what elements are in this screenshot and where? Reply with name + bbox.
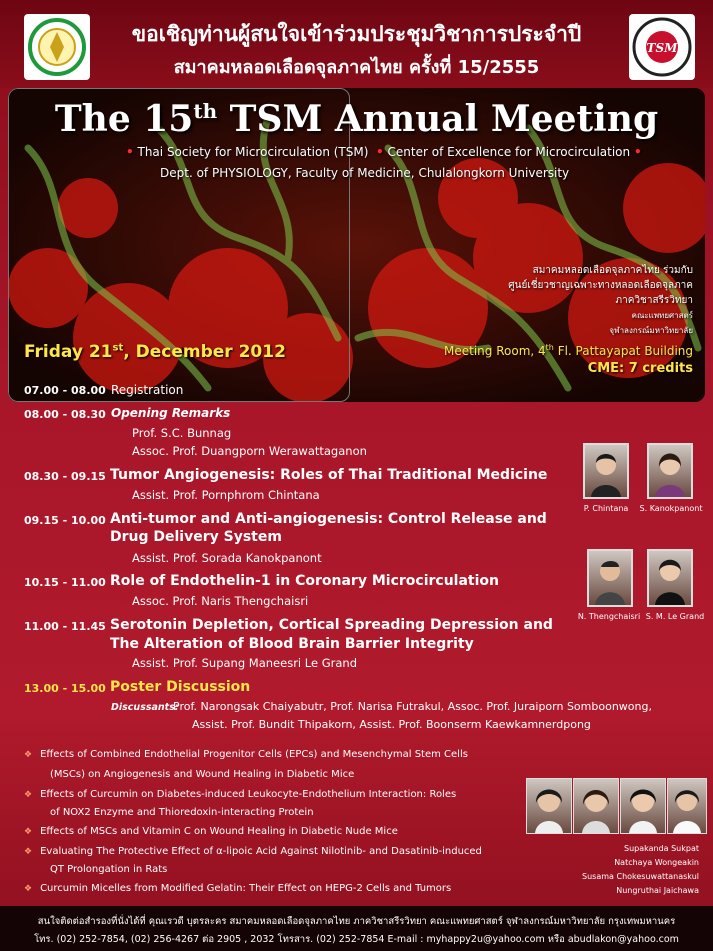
session-topic: Serotonin Depletion, Cortical Spreading Depression and (110, 617, 553, 633)
speaker-name: Assist. Prof. Supang Maneesri Le Grand (132, 656, 357, 670)
student-name: Natchaya Wongeakin (614, 858, 699, 867)
student-photo (573, 778, 619, 834)
speaker-name: Assoc. Prof. Naris Thengchaisri (132, 594, 309, 608)
speaker-photo (583, 443, 629, 499)
photo-caption: S. Kanokpanont (639, 504, 703, 513)
session-registration: Registration (111, 383, 184, 397)
department-line: Dept. of PHYSIOLOGY, Faculty of Medicine, Chulalongkorn University (160, 166, 570, 180)
invitation-title: ขอเชิญท่านผู้สนใจเข้าร่วมประชุมวิชาการประจำปี (131, 22, 582, 46)
abstract-item: ❖ Effects of Combined Endothelial Progenitor Cells (EPCs) and Mesenchymal Stem Cells (24, 749, 468, 760)
header-banner (0, 0, 713, 88)
abstract-item: ❖ Evaluating The Protective Effect of α-lipoic Acid Against Nilotinib- and Dasatinib-induced (24, 846, 482, 857)
student-photo (620, 778, 666, 834)
thai-host-credit: สมาคมหลอดเลือดจุลภาคไทย ร่วมกับ ศูนย์เชี่ยวชาญเฉพาะทางหลอดเลือดจุลภาค ภาควิชาสรีรวิทยา คณะแพทยศาสตร์ จุฬาลงกรณ์มหาวิทยาลัย (508, 265, 693, 335)
svg-text:TSM: TSM (646, 41, 678, 55)
organizers-line: • Thai Society for Microcirculation (TSM) • Center of Excellence for Microcirculation • (126, 145, 642, 159)
abstract-item: ❖ Curcumin Micelles from Modified Gelatin: Their Effect on HEPG-2 Cells and Tumors (24, 883, 452, 894)
meeting-room: Meeting Room, 4th Fl. Pattayapat Building (444, 343, 693, 358)
time-slot: 13.00 - 15.00 (24, 682, 106, 695)
photo-caption: N. Thengchaisri (577, 612, 641, 621)
photo-caption: S. M. Le Grand (645, 612, 705, 621)
photo-caption: P. Chintana (583, 504, 629, 513)
contact-line: สนใจติดต่อสำรองที่นั่งได้ที่ คุณเรวดี บุตรละคร สมาคมหลอดเลือดจุลภาคไทย ภาควิชาสรีรวิทยา คณะแพทยศาสตร์ จุฬาลงกรณ์มหาวิทยาลัย กรุงเทพมหานคร (37, 916, 676, 927)
session-topic-cont: The Alteration of Blood Brain Barrier Integrity (110, 636, 474, 652)
org-center-excellence: Center of Excellence for Microcirculation (387, 145, 631, 159)
abstract-item: ❖ Effects of Curcumin on Diabetes-induced Leukocyte-Endothelium Interaction: Roles (24, 789, 457, 800)
abstract-item: ❖ Effects of MSCs and Vitamin C on Wound Healing in Diabetic Nude Mice (24, 826, 398, 837)
session-topic: Role of Endothelin-1 in Coronary Microcirculation (110, 573, 499, 589)
speaker-name: Assist. Prof. Sorada Kanokpanont (132, 551, 322, 565)
session-topic: Anti-tumor and Anti-angiogenesis: Control Release and (110, 511, 547, 527)
session-poster-discussion: Poster Discussion (110, 679, 251, 695)
speaker-name: Assoc. Prof. Duangporn Werawattaganon (132, 444, 367, 458)
time-slot: 08.30 - 09.15 (24, 470, 106, 483)
abstract-item-cont: of NOX2 Enzyme and Thioredoxin-interacting Protein (50, 807, 314, 818)
student-name: Susama Chokesuwattanaskul (582, 872, 699, 881)
student-names (582, 842, 699, 898)
discussants-line: Prof. Narongsak Chaiyabutr, Prof. Narisa Futrakul, Assoc. Prof. Juraiporn Somboonwong, (173, 700, 652, 713)
time-slot: 11.00 - 11.45 (24, 620, 106, 633)
time-slot: 10.15 - 11.00 (24, 576, 106, 589)
cme-credits: CME: 7 credits (587, 361, 693, 376)
time-slot: 09.15 - 10.00 (24, 514, 106, 527)
student-name: Supakanda Sukpat (623, 844, 699, 853)
session-topic-cont: Drug Delivery System (110, 529, 282, 545)
meeting-date: Friday 21st, December 2012 (24, 342, 286, 362)
time-slot: 08.00 - 08.30 (24, 408, 106, 421)
student-photo (667, 778, 707, 834)
session-topic: Tumor Angiogenesis: Roles of Thai Traditional Medicine (110, 467, 548, 483)
society-meeting-subtitle: สมาคมหลอดเลือดจุลภาคไทย ครั้งที่ 15/2555 (173, 57, 540, 78)
student-photo (526, 778, 572, 834)
speaker-name: Assist. Prof. Pornphrom Chintana (132, 488, 320, 502)
speaker-photo (587, 549, 633, 607)
contact-footer (0, 906, 713, 951)
speaker-name: Prof. S.C. Bunnag (132, 426, 232, 440)
speaker-photo (647, 549, 693, 607)
student-name: Nungruthai Jaichawa (616, 886, 699, 895)
time-slot: 07.00 - 08.00 (24, 384, 106, 397)
org-tsm: Thai Society for Microcirculation (TSM) (137, 145, 369, 159)
speaker-photo (647, 443, 693, 499)
discussants-label: Discussants: (111, 702, 179, 713)
contact-line: โทร. (02) 252-7854, (02) 256-4267 ต่อ 2905 , 2032 โทรสาร. (02) 252-7854 E-mail : myhappy2u@yahoo.com หรือ abudlakon@yahoo.com (34, 934, 679, 945)
abstract-item-cont: QT Prolongation in Rats (50, 864, 168, 875)
meeting-title: The 15th TSM Annual Meeting (54, 98, 659, 140)
hero-microscopy-banner (8, 88, 705, 402)
session-opening-remarks: Opening Remarks (111, 406, 231, 420)
discussants-line: Assist. Prof. Bundit Thipakorn, Assist. Prof. Boonserm Kaewkamnerdpong (192, 718, 591, 731)
abstract-item-cont: (MSCs) on Angiogenesis and Wound Healing in Diabetic Mice (50, 769, 355, 780)
